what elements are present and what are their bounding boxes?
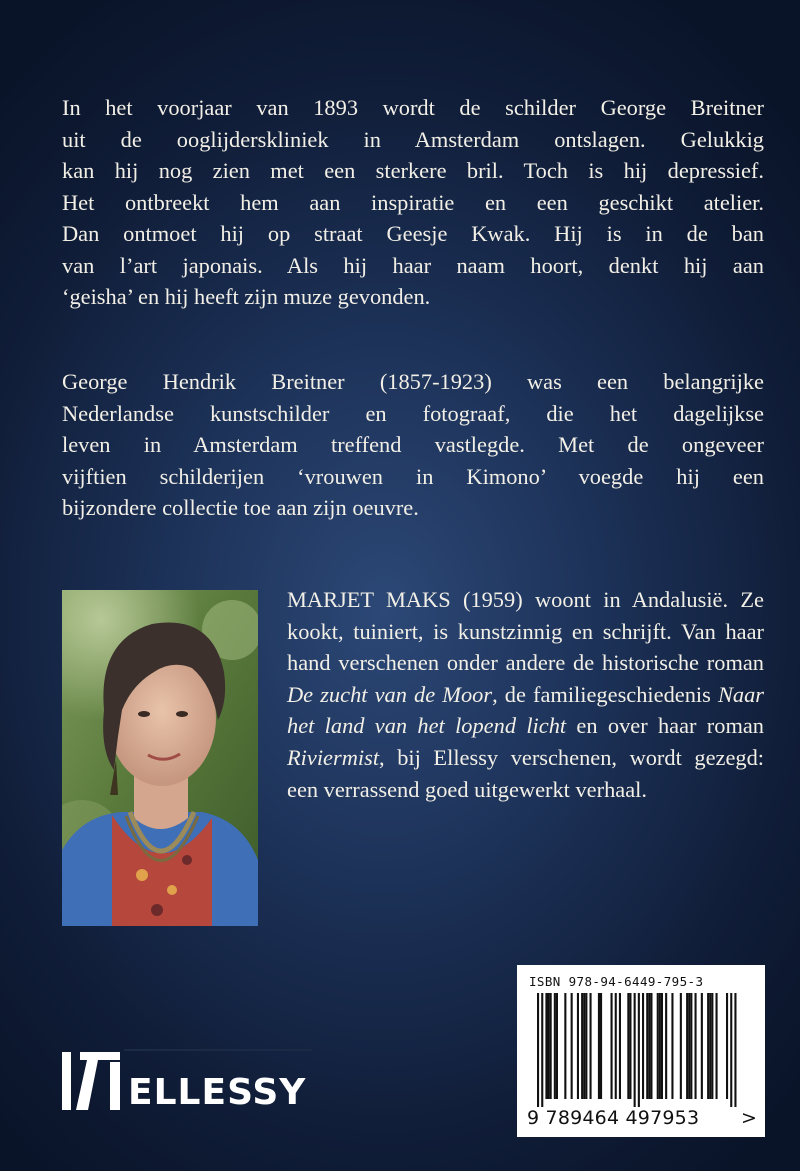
author-bio [287,584,764,805]
author-bio-text: , de familiegeschiedenis [492,681,718,707]
barcode-bar [671,993,673,1099]
barcode-bar [690,993,692,1099]
book-title: De zucht van de Moor [287,681,493,707]
barcode-bar [734,993,736,1107]
blurb-line: Nederlandse kunstschilder en fotograaf, die het dagelijkse [62,400,764,426]
barcode-bar [726,993,728,1099]
barcode-bar [707,993,709,1099]
barcode-digits: 9 789464 497953 [527,1107,700,1129]
barcode-bar [585,993,587,1099]
barcode-bar [650,993,652,1099]
barcode-bar [590,993,592,1099]
barcode-bar [648,993,650,1099]
barcode-bar [537,993,539,1107]
blurb-line: kan hij nog zien met een sterkere bril. Toch is hij depressief. [62,158,764,183]
isbn-label: ISBN 978-94-6449-795-3 [529,974,704,989]
logo-divider [124,1049,312,1051]
author-portrait-icon [62,590,258,926]
author-bio-text: , bij Ellessy verschenen, wordt gezegd: een verrassend goed uitgewerkt verhaal. [287,744,764,802]
barcode-bar [556,993,558,1099]
author-bio-text: en over haar roman [566,713,764,739]
blurb-line: Dan ontmoet hij op straat Geesje Kwak. Hij is in de ban [62,221,764,246]
publisher-logo [62,1048,312,1118]
barcode-bar [661,993,663,1099]
blurb-line: van l’art japonais. Als hij haar naam hoort, denkt hij aan [62,252,764,278]
blurb-paragraph-2 [62,366,764,524]
barcode-bar [619,993,621,1099]
book-title: Naar het land van het lopend licht [287,681,765,739]
blurb-line: uit de ooglijderskliniek in Amsterdam ontslagen. Gelukkig [62,126,764,152]
barcode-bar [688,993,690,1099]
barcode-bar [548,993,550,1099]
barcode-bar [638,993,640,1107]
barcode-bar [541,993,543,1107]
ellessy-logo-mark-icon [62,1048,120,1110]
barcode-bar [680,993,682,1099]
author-photo [62,590,258,926]
isbn-barcode [517,965,765,1137]
barcode-bar [554,993,556,1099]
barcode-bars [527,993,737,1107]
blurb-paragraph-1 [62,92,764,313]
barcode-bar [709,993,711,1099]
barcode-bar [642,993,644,1099]
blurb-line: In het voorjaar van 1893 wordt de schilder George Breitner [62,95,764,120]
barcode-bar [701,993,703,1099]
barcode-bar [581,993,583,1099]
barcode-bar [615,993,617,1099]
barcode-bar [598,993,600,1099]
barcode-bar [665,993,667,1099]
barcode-bar [550,993,552,1099]
blurb-line: ‘geisha’ en hij heeft zijn muze gevonden. [62,284,431,309]
book-title: Riviermist [287,744,380,770]
barcode-bar [730,993,732,1107]
barcode-bar [564,993,566,1099]
author-bio-text: MARJET MAKS (1959) woont in Andalusië. Ze kookt, tuiniert, is kunstzinnig en schrijft. Van haar hand verschenen onder andere de historische roman [287,587,764,676]
barcode-bar [577,993,579,1099]
barcode-arrow: > [741,1107,757,1129]
barcode-bar [711,993,713,1099]
barcode-bar [583,993,585,1099]
barcode-bar [611,993,613,1099]
barcode-bar [657,993,659,1099]
barcode-bar [716,993,718,1099]
blurb-line: vijftien schilderijen ‘vrouwen in Kimono’ voegde hij een [62,463,764,489]
blurb-line: Het ontbreekt hem aan inspiratie en een geschikt atelier. [62,189,764,215]
barcode-bar [659,993,661,1099]
barcode-bar [629,993,631,1099]
barcode-bar [695,993,697,1099]
barcode-bar [627,993,629,1099]
blurb-line: bijzondere collectie toe aan zijn oeuvre. [62,495,419,520]
barcode-bar [634,993,636,1107]
barcode-bar [686,993,688,1099]
barcode-bar [646,993,648,1099]
barcode-bar [571,993,573,1099]
blurb-line: George Hendrik Breitner (1857-1923) was een belangrijke [62,369,764,394]
barcode-bar [545,993,547,1099]
barcode-bar [600,993,602,1099]
publisher-name: ELLESSY [128,1072,307,1113]
blurb-line: leven in Amsterdam treffend vastlegde. Met de ongeveer [62,432,764,457]
